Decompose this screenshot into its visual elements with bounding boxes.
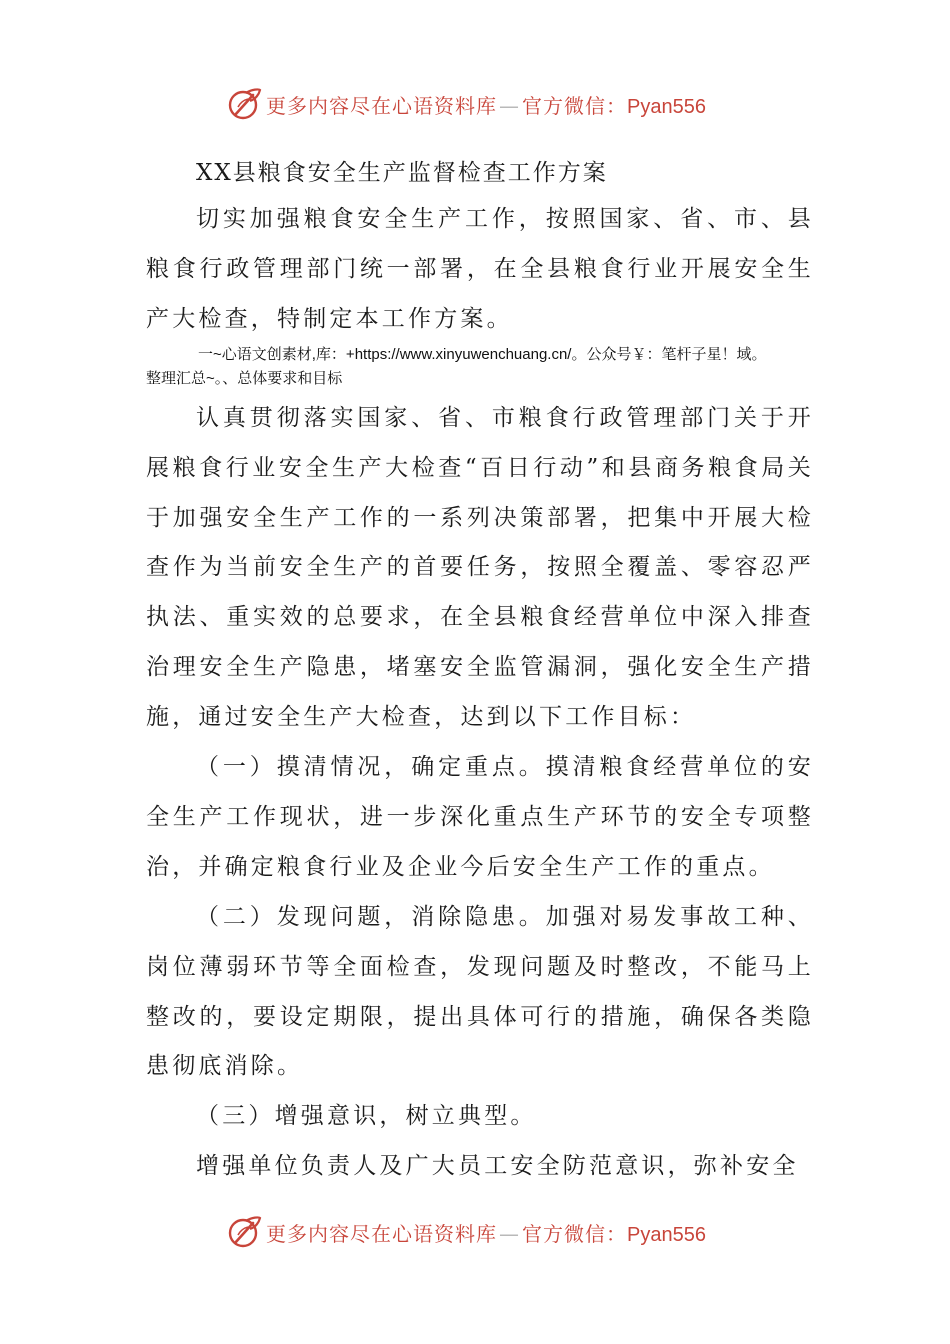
banner-text xyxy=(266,90,706,119)
quill-logo-icon xyxy=(226,1214,262,1250)
header-banner xyxy=(226,84,706,124)
banner-wechat-label: 官方微信： xyxy=(522,1221,627,1246)
banner-separator: — xyxy=(499,1221,520,1246)
banner-wechat-id: Pyan556 xyxy=(627,1223,706,1246)
quill-logo-icon xyxy=(226,86,262,122)
banner-text xyxy=(266,1218,706,1247)
watermark-line-2: 整理汇总~。、总体要求和目标 xyxy=(146,370,343,387)
goal-item-2: （二）发现问题，消除隐患。加强对易发事故工种、岗位薄弱环节等全面检查，发现问题及时整改，不能马上整改的，要设定期限，提出具体可行的措施，确保各类隐患彻底消除。 xyxy=(146,904,814,1080)
document-title: XX县粮食安全生产监督检查工作方案 xyxy=(196,160,608,186)
banner-label: 更多内容尽在心语资料库 xyxy=(266,1221,497,1246)
goal-item-3: （三）增强意识，树立典型。 xyxy=(196,1103,537,1129)
banner-separator: — xyxy=(499,93,520,118)
banner-wechat-id: Pyan556 xyxy=(627,95,706,118)
body-paragraph-1: 认真贯彻落实国家、省、市粮食行政管理部门关于开展粮食行业安全生产大检查“百日行动”和县商务粮食局关于加强安全生产工作的一系列决策部署，把集中开展大检查作为当前安全生产的首要任务，按照全覆盖、零容忍严执法、重实效的总要求，在全县粮食经营单位中深入排查治理安全生产隐患，堵塞安全监管漏洞，强化安全生产措施，通过安全生产大检查，达到以下工作目标： xyxy=(146,405,814,730)
banner-wechat-label: 官方微信： xyxy=(522,93,627,118)
footer-banner xyxy=(226,1212,706,1252)
watermark-line-1 xyxy=(146,344,836,366)
intro-paragraph: 切实加强粮食安全生产工作，按照国家、省、市、县粮食行政管理部门统一部署，在全县粮食行业开展安全生产大检查，特制定本工作方案。 xyxy=(146,206,814,332)
goal-item-1: （一）摸清情况，确定重点。摸清粮食经营单位的安全生产工作现状，进一步深化重点生产环节的安全专项整治，并确定粮食行业及企业今后安全生产工作的重点。 xyxy=(146,754,814,880)
watermark-text-1: 一~心语文创素材,库：+https://www.xinyuwenchuang.cn/。公众号￥：笔杆子星！域。 xyxy=(198,346,767,363)
body-paragraph-2: 增强单位负责人及广大员工安全防范意识，弥补安全 xyxy=(196,1153,799,1179)
banner-label: 更多内容尽在心语资料库 xyxy=(266,93,497,118)
